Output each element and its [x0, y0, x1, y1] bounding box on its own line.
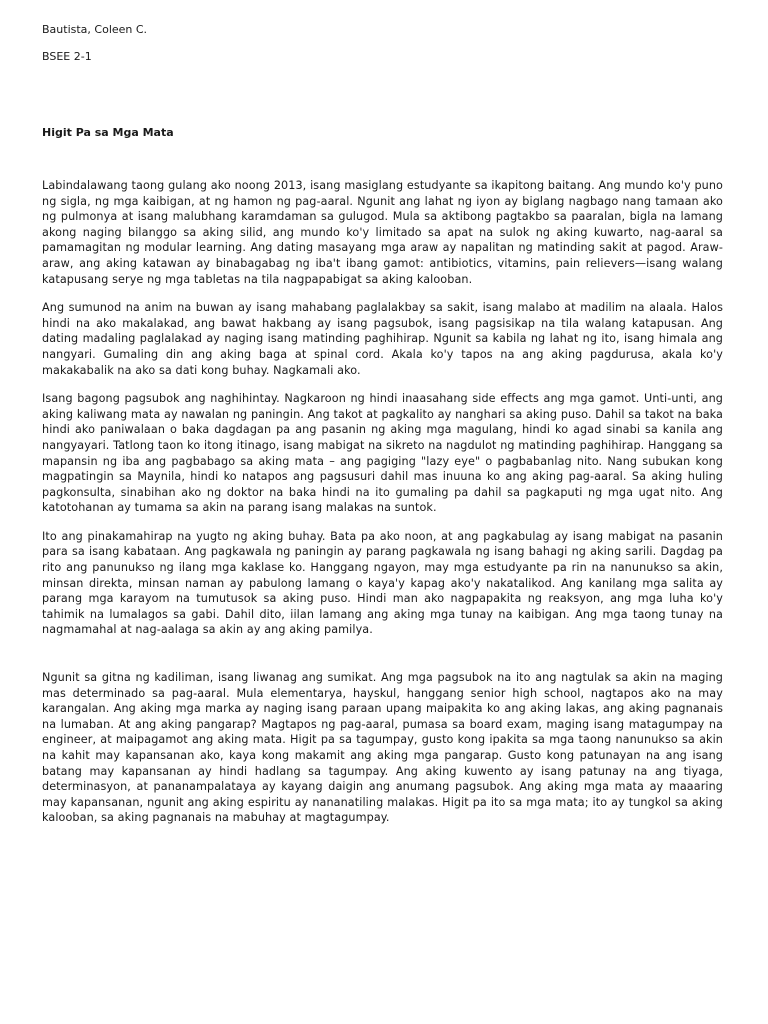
paragraph-1: Labindalawang taong gulang ako noong 2013, isang masiglang estudyante sa ikapitong baitang. Ang mundo ko'y puno ng sigla, ng mga kaibigan, at ng hamon ng pag-aaral. Ngunit ang lahat ng iyon ay biglang nagbago nang tamaan ako ng pulmonya at isang malubhang karamdaman sa gulugod. Mula sa aktibong pagtakbo sa paaralan, bigla na lamang akong naging bilanggo sa aking silid, ang mundo ko'y limitado sa apat na sulok ng aking kuwarto, nag-aaral sa pamamagitan ng modular learning. Ang dating masayang mga araw ay napalitan ng matinding sakit at pagod. Araw-araw, ang aking katawan ay binabagabag ng iba't ibang gamot: antibiotics, vitamins, pain relievers—isang walang katapusang serye ng mga tabletas na tila nagpapabigat sa aking kalooban. — [42, 179, 723, 286]
paragraph-2: Ang sumunod na anim na buwan ay isang mahabang paglalakbay sa sakit, isang malabo at madilim na alaala. Halos hindi na ako makalakad, ang bawat hakbang ay isang pagsubok, isang pagsisikap na tila walang katapusan. Ang dating madaling paglalakad ay naging isang matinding paghihirap. Ngunit sa kabila ng lahat ng ito, isang himala ang nangyari. Gumaling din ang aking baga at spinal cord. Akala ko'y tapos na ang aking pagdurusa, akala ko'y makakabalik na ako sa dati kong buhay. Nagkamali ako. — [42, 301, 723, 377]
author-name: Bautista, Coleen C. — [42, 23, 148, 36]
paragraph-4: Ito ang pinakamahirap na yugto ng aking buhay. Bata pa ako noon, at ang pagkabulag ay isang mabigat na pasanin para sa isang kabataan. Ang pagkawala ng paningin ay parang pagkawala ng isang bahagi ng aking sarili. Dagdag pa rito ang panunukso ng ilang mga kaklase ko. Hanggang ngayon, may mga estudyante pa rin na nanunukso sa akin, minsan direkta, minsan naman ay pabulong lamang o kaya'y kapag ako'y nakatalikod. Ang kanilang mga salita ay parang mga karayom na tumutusok sa aking puso. Hindi man ako nagpapakita ng reaksyon, ang mga luha ko'y tahimik na lumalagos sa gabi. Dahil dito, iilan lamang ang aking mga tunay na kaibigan. Ang mga taong tunay na nagmamahal at nag-aalaga sa akin ay ang aking pamilya. — [42, 529, 723, 637]
essay-title: Higit Pa sa Mga Mata — [42, 126, 174, 139]
essay-body — [42, 178, 723, 839]
paragraph-3: Isang bagong pagsubok ang naghihintay. Nagkaroon ng hindi inaasahang side effects ang mga gamot. Unti-unti, ang aking kaliwang mata ay nawalan ng paningin. Ang takot at pagkalito ay nanghari sa aking puso. Dahil sa takot na baka hindi ako paniwalaan o baka dagdagan pa ang pasanin ng aking mga magulang, hindi ko agad sinabi sa kanila ang nangyayari. Tatlong taon ko itong itinago, isang mabigat na sikreto na nagdulot ng matinding paghihirap. Hanggang sa mapansin ng iba ang pagbabago sa aking mata – ang pagiging "lazy eye" o pagbabanlag nito. Nang subukan kong magpatingin sa Maynila, hindi ko natapos ang pagsusuri dahil mas inuuna ko ang aking pag-aaral. Sa aking huling pagkonsulta, sinabihan ako ng doktor na baka hindi na ito gumaling pa dahil sa pagkaputi ng mga ugat nito. Ang katotohanan ay tumama sa akin na parang isang malakas na suntok. — [42, 392, 723, 515]
course-section: BSEE 2-1 — [42, 50, 92, 63]
paragraph-5: Ngunit sa gitna ng kadiliman, isang liwanag ang sumikat. Ang mga pagsubok na ito ang nagtulak sa akin na maging mas determinado sa pag-aaral. Mula elementarya, hayskul, hanggang senior high school, nagtapos ako na may karangalan. Ang aking mga marka ay naging isang paraan upang maipakita ko ang aking lakas, ang aking pagnanais na lumaban. At ang aking pangarap? Magtapos ng pag-aaral, pumasa sa board exam, maging isang matagumpay na engineer, at maipagamot ang aking mata. Higit pa sa tagumpay, gusto kong ipakita sa mga taong nanunukso sa akin na kahit may kapansanan ako, kaya kong makamit ang aking mga pangarap. Gusto kong patunayan na ang isang batang may kapansanan ay hindi hadlang sa tagumpay. Ang aking kuwento ay isang patunay na ang tiyaga, determinasyon, at pananampalataya ay kayang daigin ang anumang pagsubok. Ang aking mga mata ay maaaring may kapansanan, ngunit ang aking espiritu ay nananatiling malakas. Higit pa ito sa mga mata; ito ay tungkol sa aking kalooban, sa aking pagnanais na mabuhay at magtagumpay. — [42, 671, 723, 825]
